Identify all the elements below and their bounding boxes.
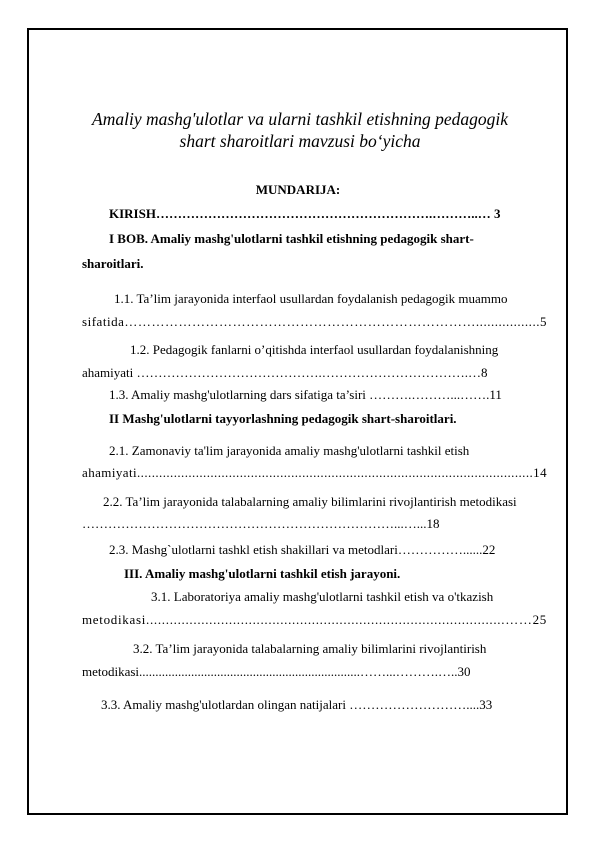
- toc-section-1-2: 1.2. Pedagogik fanlarni o’qitishda interfaol usullardan foydalanishning: [130, 342, 499, 357]
- toc-section-1-1: 1.1. Ta’lim jarayonida interfaol usullardan foydalanish pedagogik muammo: [114, 291, 508, 306]
- toc-chapter-3-title: III. Amaliy mashg'ulotlarni tashkil etish jarayoni.: [124, 566, 401, 581]
- document-title: [70, 108, 530, 152]
- toc-section-2-2-cont: ………………………………………………………………...…...18: [82, 516, 440, 531]
- toc-entry-intro: KIRISH……………………………………………………….………..… 3: [109, 206, 501, 221]
- toc-chapter-1-title: I BOB. Amaliy mashg'ulotlarni tashkil etishning pedagogik shart-: [109, 231, 474, 246]
- toc-section-2-1-cont: ahamiyati............................................................................................................14: [82, 465, 547, 480]
- toc-section-2-1: 2.1. Zamonaviy ta'lim jarayonida amaliy mashg'ulotlarni tashkil etish: [109, 443, 470, 458]
- toc-section-3-1-cont: metodikasi...........................................................................................……25: [82, 612, 547, 627]
- toc-section-1-2-cont: ahamiyati …………………………………….…………………………….…8: [82, 365, 488, 380]
- contents-heading: MUNDARIJA:: [255, 182, 341, 197]
- title-line-1: Amaliy mashg'ulotlar va ularni tashkil etishning pedagogik: [92, 109, 508, 129]
- toc-section-1-3: 1.3. Amaliy mashg'ulotlarning dars sifatiga ta’siri ……….………...…….11: [109, 387, 502, 402]
- toc-section-1-1-cont: sifatida…………………………………………………………………….................5: [82, 314, 548, 329]
- toc-chapter-1-title-cont: sharoitlari.: [82, 256, 144, 271]
- toc-section-2-2: 2.2. Ta’lim jarayonida talabalarning amaliy bilimlarini rivojlantirish metodikasi: [103, 494, 517, 509]
- toc-section-3-1: 3.1. Laboratoriya amaliy mashg'ulotlarni tashkil etish va o'tkazish: [151, 589, 494, 604]
- title-line-2: shart sharoitlari mavzusi bo‘yicha: [179, 131, 421, 151]
- toc-section-2-3: 2.3. Mashg`ulotlarni tashkl etish shakillari va metodlari……………......22: [109, 542, 496, 557]
- toc-section-3-3: 3.3. Amaliy mashg'ulotlardan olingan natijalari ………………………....33: [101, 697, 493, 712]
- toc-section-3-2: 3.2. Ta’lim jarayonida talabalarning amaliy bilimlarini rivojlantirish: [133, 641, 487, 656]
- toc-section-3-2-cont: metodikasi....................................................................……...……….…..30: [82, 664, 471, 679]
- toc-chapter-2-title: II Mashg'ulotlarni tayyorlashning pedagogik shart-sharoitlari.: [109, 411, 457, 426]
